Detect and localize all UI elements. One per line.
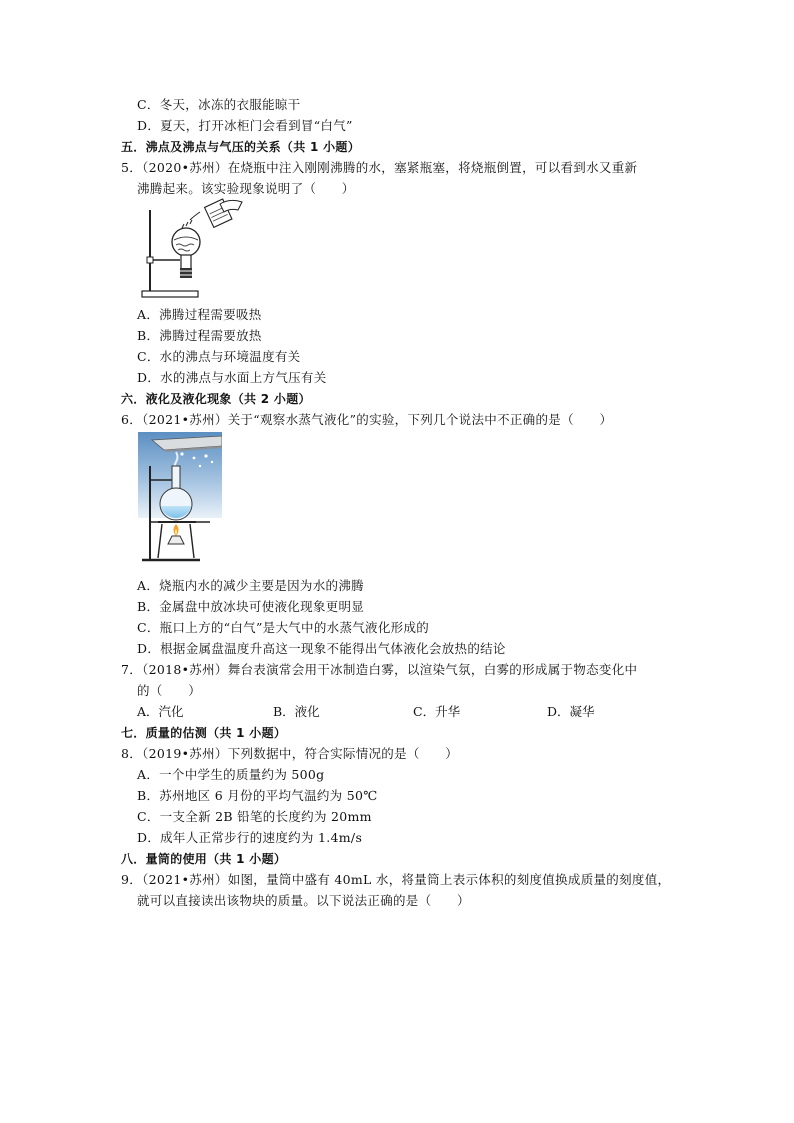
q7-option-d: D．凝华 — [547, 704, 595, 719]
q5-stem-line1: 5．（2020•苏州）在烧瓶中注入刚刚沸腾的水，塞紧瓶塞，将烧瓶倒置，可以看到水又重新 — [121, 160, 638, 175]
q6-option-b: B．金属盘中放冰块可使液化现象更明显 — [137, 599, 365, 614]
q6-option-d: D．根据金属盘温度升高这一现象不能得出气体液化会放热的结论 — [137, 641, 506, 656]
q7-option-c: C．升华 — [413, 704, 461, 719]
q9-stem-line2: 就可以直接读出该物块的质量。以下说法正确的是（ ） — [137, 893, 470, 908]
q7-stem-line1: 7．（2018•苏州）舞台表演常会用干冰制造白雾，以渲染气氛，白雾的形成属于物态变化中 — [121, 662, 638, 677]
q8-option-b: B．苏州地区 6 月份的平均气温约为 50℃ — [137, 788, 378, 803]
q8-option-d: D．成年人正常步行的速度约为 1.4m/s — [137, 830, 363, 845]
q5-inverted-flask-figure — [138, 198, 250, 302]
q7-option-a: A．汽化 — [137, 704, 184, 719]
q8-option-c: C．一支全新 2B 铅笔的长度约为 20mm — [137, 809, 372, 824]
q9-stem-line1: 9．（2021•苏州）如图，量筒中盛有 40mL 水，将量筒上表示体积的刻度值换成质量的刻度值， — [121, 872, 671, 887]
q4-option-d: D．夏天，打开冰柜门会看到冒“白气” — [137, 118, 353, 133]
q5-stem-line2: 沸腾起来。该实验现象说明了（ ） — [137, 181, 355, 196]
q5-option-a: A．沸腾过程需要吸热 — [137, 307, 262, 322]
q5-option-c: C．水的沸点与环境温度有关 — [137, 349, 301, 364]
section-7-title: 七．质量的估测（共 1 小题） — [121, 726, 287, 740]
q8-option-a: A．一个中学生的质量约为 500g — [137, 767, 325, 782]
q7-stem-line2: 的（ ） — [137, 683, 202, 698]
q8-stem-line1: 8．（2019•苏州）下列数据中，符合实际情况的是（ ） — [121, 746, 459, 761]
q6-option-a: A．烧瓶内水的减少主要是因为水的沸腾 — [137, 578, 364, 593]
section-6-title: 六．液化及液化现象（共 2 小题） — [121, 392, 311, 406]
section-8-title: 八．量筒的使用（共 1 小题） — [121, 852, 287, 866]
q6-liquefaction-figure — [138, 432, 222, 566]
q7-option-b: B．液化 — [273, 704, 320, 719]
q5-option-d: D．水的沸点与水面上方气压有关 — [137, 370, 327, 385]
q6-stem-line1: 6．（2021•苏州）关于“观察水蒸气液化”的实验，下列几个说法中不正确的是（ ） — [121, 412, 613, 427]
q5-option-b: B．沸腾过程需要放热 — [137, 328, 262, 343]
q4-option-c: C．冬天，冰冻的衣服能晾干 — [137, 97, 301, 112]
section-5-title: 五．沸点及沸点与气压的关系（共 1 小题） — [121, 140, 361, 154]
q6-option-c: C．瓶口上方的“白气”是大气中的水蒸气液化形成的 — [137, 620, 430, 635]
